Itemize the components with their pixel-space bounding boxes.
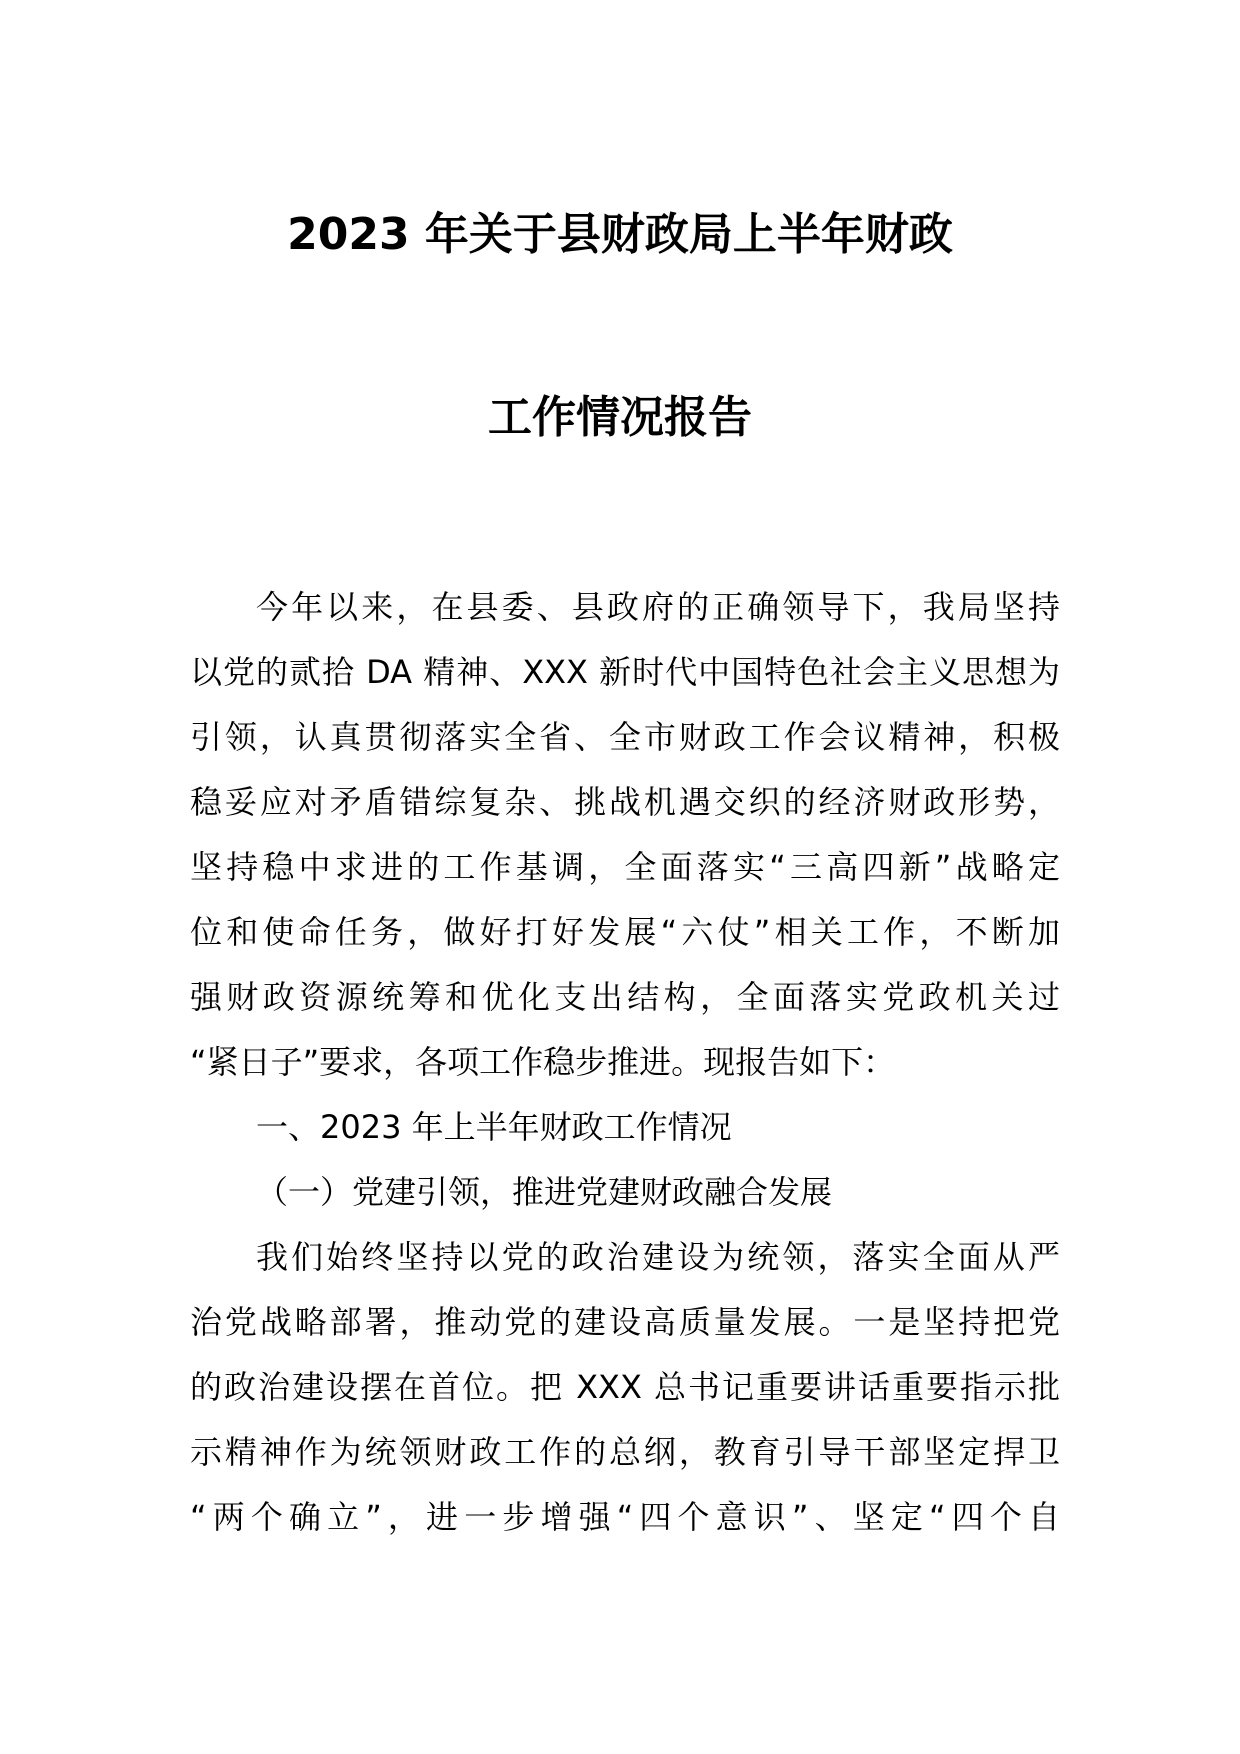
paragraph-1-line-3: 引领，认真贯彻落实全省、全市财政工作会议精神，积极 <box>190 718 1060 756</box>
paragraph-1-line-8: “紧日子”要求，各项工作稳步推进。现报告如下： <box>190 1043 896 1081</box>
paragraph-1-line-2: 以党的贰拾 DA 精神、XXX 新时代中国特色社会主义思想为 <box>190 653 1060 691</box>
paragraph-1-line-1: 今年以来，在县委、县政府的正确领导下，我局坚持 <box>256 588 1060 626</box>
paragraph-1-line-4: 稳妥应对矛盾错综复杂、挑战机遇交织的经济财政形势， <box>190 783 1060 821</box>
subsection-heading: （一）党建引领，推进党建财政融合发展 <box>256 1173 833 1211</box>
document-title-line-1: 2023 年关于县财政局上半年财政 <box>287 209 953 260</box>
document-title-line-2: 工作情况报告 <box>488 392 752 443</box>
paragraph-2-line-4: 示精神作为统领财政工作的总纲，教育引导干部坚定捍卫 <box>190 1433 1060 1471</box>
paragraph-2-line-5: “两个确立”，进一步增强“四个意识”、坚定“四个自 <box>190 1498 1060 1536</box>
paragraph-2-line-2: 治党战略部署，推动党的建设高质量发展。一是坚持把党 <box>190 1303 1060 1341</box>
paragraph-2-line-3: 的政治建设摆在首位。把 XXX 总书记重要讲话重要指示批 <box>190 1368 1060 1406</box>
paragraph-1-line-7: 强财政资源统筹和优化支出结构，全面落实党政机关过 <box>190 978 1060 1016</box>
section-heading: 一、2023 年上半年财政工作情况 <box>256 1108 732 1146</box>
paragraph-2-line-1: 我们始终坚持以党的政治建设为统领，落实全面从严 <box>256 1238 1060 1276</box>
paragraph-1-line-5: 坚持稳中求进的工作基调，全面落实“三高四新”战略定 <box>190 848 1060 886</box>
paragraph-1-line-6: 位和使命任务，做好打好发展“六仗”相关工作，不断加 <box>190 913 1060 951</box>
document-body <box>190 575 1060 1550</box>
